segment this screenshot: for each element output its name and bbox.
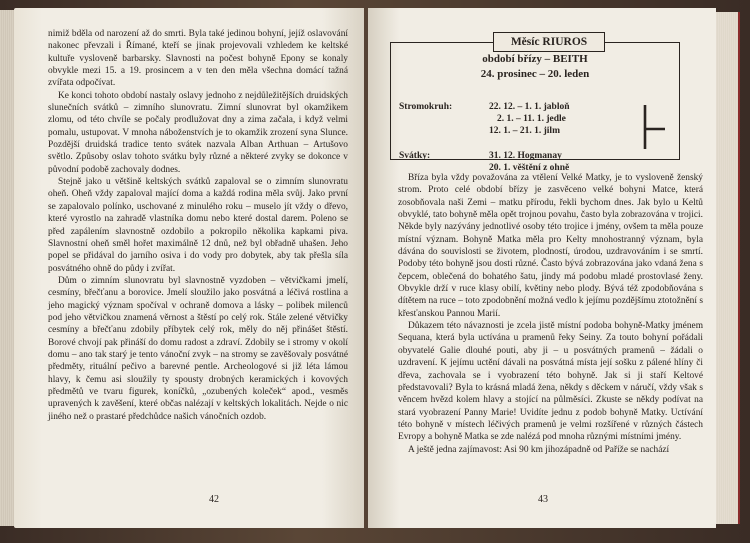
stromokruh-entry: 12. 1. – 21. 1. jilm — [489, 126, 560, 136]
ogham-beith-icon — [641, 105, 669, 149]
paragraph: Důkazem této návaznosti je zcela jistě místní podoba bohyně-Matky jménem Sequana, která byla uctívána u pramenů řeky Seiny. Za touto bohyní pořádali obyvatelé Galie dlouhé pouti, aby ji – u posvátných pramenů – žádali o uzdravení. K jejímu uctění dávali na posvátná místa její sošku z pálené hlíny či dřeva, zachovala se i vyobrazení této bohyně. Jak si ji staří Keltové představovali? Byla to krásná mladá žena, někdy s děckem v náručí, vždy však s věncem hvězd kolem hlavy a stojící na půlměsíci. Zkuste se někdy podívat na stará vyobrazení Panny Marie! Uvidíte jednu z podob bohyně Matky. Uctívání této bohyně v místech léčivých pramenů je velmi rozšířené v různých částech Evropy a bohyně Matka se zde nalézá pod mnoha různými místními jmény. — [398, 321, 703, 443]
left-page-edges — [0, 10, 14, 526]
paragraph: A ještě jedna zajímavost: Asi 90 km jihozápadně od Paříže se nachází — [408, 444, 670, 455]
paragraph: Stejně jako u většině keltských svátků zapaloval se o zimním slunovratu oheň. Oheň vždy zapaloval mající doma a každá rodina měla svůj. Jako první se zapalovalo polínko, uschované z minulého roku – muselo jít vždy o dřevo, které vyrostlo na zahradě vlastníka domu nebo které dostal darem. Poleno se před zapálením slavnostně ozdobilo a pokropilo několika kapkami piva. Slavnostní oheň směl hořet maximálně 12 dnů, než byl obřadně uhašen. Jeho popel se přidával do jarního osiva i do vody pro dobytek, aby tak přešla síla posvátného ohně do půdy i zvířat. — [48, 177, 348, 274]
paragraph: nimiž bděla od narození až do smrti. Byla také jedinou bohyní, jejíž oslavování nakonec převzali i Římané, kteří se jinak projevovali vzhledem ke keltské kultuře vysloveně barbarsky. Slavnosti na počest bohyně Epony se konaly obvykle mezi 15. a 19. prosincem a v ten den měla všechna domácí tažná zvířata odpočívat. — [48, 29, 348, 89]
svatky-label: Svátky: — [399, 151, 431, 161]
paragraph: Bříza byla vždy považována za vtělení Velké Matky, je to vysloveně ženský strom. Proto celé období břízy je zasvěceno velké bohyni Matce, která zosobňovala naši Zemi – matku přírodu, řekli bychom dnes. Jak bylo u Keltů obvyklé, tato bohyně měla opět trojnou povahu, často byla zobrazována v trojici. Někde byly nazývány jednotlivé osoby této trojice i jmény, ovšem ta měla pouze místní význam. Bohyně Matka měla pro Kelty mnohostranný význam, byla dávána do souvislosti se životem, plodností, úrodou, uzdravováním i se smrtí. Podoby této bohyně jsou dosti různé. Často bývá zobrazována jako vdaná žena s čepcem, oblečená do bohatého šatu, jindy má podobu mladé prostovlasé ženy. Obvykle drží v ruce klasy obilí, květiny nebo plody. Bývá též zpodobňována s dítětem na ruce – toto zpodobnění možná vedlo k jejímu pozdějšímu ztotožnění s křesťanskou Pannou Marií. — [398, 173, 703, 319]
stromokruh-entry: 2. 1. – 11. 1. jedle — [497, 114, 566, 124]
left-page-text — [48, 28, 348, 423]
chapter-header-box — [390, 36, 680, 173]
right-page — [368, 8, 716, 528]
chapter-dates: 24. prosinec – 20. leden — [480, 68, 590, 80]
page-number: 42 — [209, 494, 219, 505]
right-page-edges — [716, 12, 740, 524]
page-number: 43 — [538, 494, 548, 505]
paragraph: Dům o zimním slunovratu byl slavnostně vyzdoben – větvičkami jmelí, cesmíny, břečťanu a borovice. Jmelí sloužilo jako posvátná a léčivá rostlina a jeho magický význam spočíval v ochraně domova a lásky – polibek milenců pod jeho větvičkou znamená věrnost a štěstí po celý rok. Stále zelené větvičky cesmíny a břečťanu zdobily příbytek celý rok, měly do něj přinášet štěstí. Borové chvojí pak přináší do domu radost a zdraví. Zdobily se i stromy v okolí domu – ano tak starý je tento vánoční zvyk – na stromy se zavěšovaly posvátné předměty, rituální pečivo a barevné pentle. Archeologové si již léta lámou hlavy, k čemu asi sloužily ty spousty drobných keramických i kovových předmětů ve tvaru figurek, koníčků, „ozubených koleček“ apod., vesměs upravených k zavěšení, které občas nalézají v keltských lokalitách. Nejde o nic jiného než o prastaré předchůdce našich vánočních ozdob. — [48, 275, 348, 422]
chapter-title: Měsíc RIUROS — [493, 32, 605, 52]
svatky-entry: 31. 12. Hogmanay — [489, 151, 562, 161]
stromokruh-entry: 22. 12. – 1. 1. jabloň — [489, 102, 570, 112]
right-page-text — [398, 172, 703, 456]
svatky-entry: 20. 1. věštění z ohně — [489, 163, 570, 173]
chapter-subtitle: období břízy – BEITH — [482, 53, 588, 65]
paragraph: Ke konci tohoto období nastaly oslavy jednoho z nejdůležitějších druidských slunečních svátků – zimního slunovratu. Zimní slunovrat byl okamžikem zlomu, od této chvíle se počaly prodlužovat dny a zima začala, i když velmi pomalu, ustupovat. V mnoha náboženstvích je to okamžik zrození syna Slunce. Pozdější druidská tradice tento svátek nazvala Alban Arthuan – Artušovo světlo. Způsoby oslav tohoto svátku byly různé a některé zvyky se dokonce v původní podobě zachovaly dodnes. — [48, 90, 348, 175]
left-page — [14, 8, 364, 528]
stromokruh-label: Stromokruh: — [399, 102, 453, 112]
